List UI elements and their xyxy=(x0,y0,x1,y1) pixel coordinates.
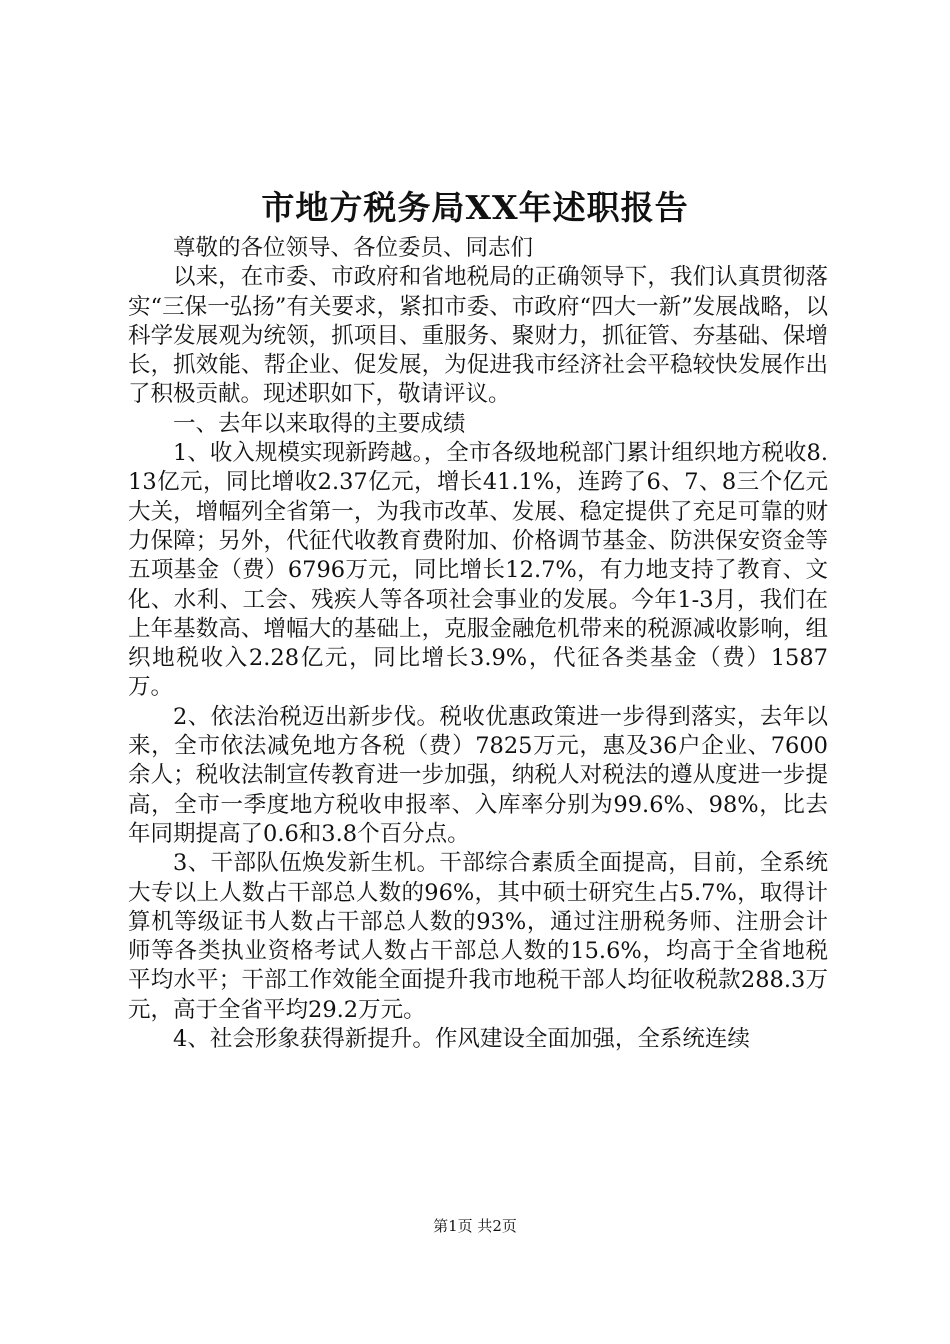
achievement-paragraph-4: 4、社会形象获得新提升。作风建设全面加强，全系统连续 xyxy=(173,1026,750,1053)
section-heading: 一、去年以来取得的主要成绩 xyxy=(173,410,466,437)
salutation: 尊敬的各位领导、各位委员、同志们 xyxy=(173,235,534,261)
document-body xyxy=(128,234,828,1054)
page-footer: 第1页 共2页 xyxy=(433,1217,517,1235)
document-title: 市地方税务局XX年述职报告 xyxy=(261,188,689,227)
intro-paragraph: 以来，在市委、市政府和省地税局的正确领导下，我们认真贯彻落实“三保一弘扬”有关要求，紧扣市委、市政府“四大一新”发展战略，以科学发展观为统领，抓项目、重服务、聚财力，抓征管、夯基础、保增长，抓效能、帮企业、促发展，为促进我市经济社会平稳较快发展作出了积极贡献。现述职如下，敬请评议。 xyxy=(128,264,828,408)
achievement-paragraph-3: 3、干部队伍焕发新生机。干部综合素质全面提高，目前，全系统大专以上人数占干部总人数的96%，其中硕士研究生占5.7%，取得计算机等级证书人数占干部总人数的93%，通过注册税务师、注册会计师等各类执业资格考试人数占干部总人数的15.6%，均高于全省地税平均水平；干部工作效能全面提升我市地税干部人均征收税款288.3万元，高于全省平均29.2万元。 xyxy=(128,850,828,1023)
achievement-paragraph-2: 2、依法治税迈出新步伐。税收优惠政策进一步得到落实，去年以来，全市依法减免地方各税（费）7825万元，惠及36户企业、7600余人；税收法制宣传教育进一步加强，纳税人对税法的遵从度进一步提高，全市一季度地方税收申报率、入库率分别为99.6%、98%，比去年同期提高了0.6和3.8个百分点。 xyxy=(128,703,828,847)
achievement-paragraph-1: 1、收入规模实现新跨越。，全市各级地税部门累计组织地方税收8.13亿元，同比增收2.37亿元，增长41.1%，连跨了6、7、8三个亿元大关，增幅列全省第一，为我市改革、发展、稳定提供了充足可靠的财力保障；另外，代征代收教育费附加、价格调节基金、防洪保安资金等五项基金（费）6796万元，同比增长12.7%，有力地支持了教育、文化、水利、工会、残疾人等各项社会事业的发展。今年1-3月，我们在上年基数高、增幅大的基础上，克服金融危机带来的税源减收影响，组织地税收入2.28亿元，同比增长3.9%，代征各类基金（费）1587万。 xyxy=(128,440,828,701)
